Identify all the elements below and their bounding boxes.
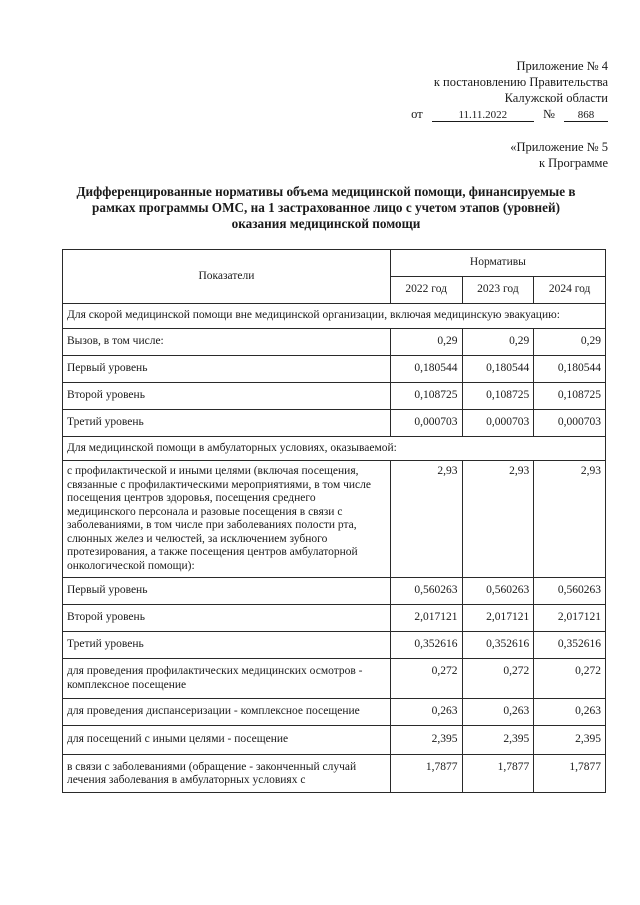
row-label: для проведения профилактических медицинских осмотров - комплексное посещение: [63, 659, 391, 699]
table-row: [63, 409, 606, 436]
value-cell: 0,000703: [462, 409, 534, 436]
row-label: Первый уровень: [63, 355, 391, 382]
value-cell: 0,272: [462, 659, 534, 699]
value-cell: 2,93: [390, 461, 462, 578]
region-name: Калужской области: [504, 91, 608, 105]
row-label: Третий уровень: [63, 632, 391, 659]
row-label: Первый уровень: [63, 578, 391, 605]
value-cell: 0,263: [390, 699, 462, 726]
row-label: для посещений с иными целями - посещение: [63, 725, 391, 754]
resolution-date: 11.11.2022: [432, 109, 534, 122]
value-cell: 0,180544: [390, 355, 462, 382]
table-row: [63, 382, 606, 409]
value-cell: 1,7877: [534, 754, 606, 792]
appendix-number: Приложение № 4: [516, 59, 608, 73]
value-cell: 2,395: [390, 725, 462, 754]
row-label: для проведения диспансеризации - комплексное посещение: [63, 699, 391, 726]
table-row: [63, 578, 606, 605]
section-row: [63, 304, 606, 329]
value-cell: 0,352616: [534, 632, 606, 659]
number-label: №: [542, 107, 555, 121]
value-cell: 0,352616: [462, 632, 534, 659]
value-cell: 0,29: [390, 328, 462, 355]
appendix-header: [411, 58, 608, 122]
resolution-number: 868: [564, 109, 608, 122]
value-cell: 2,017121: [534, 605, 606, 632]
value-cell: 0,000703: [534, 409, 606, 436]
value-cell: 0,560263: [534, 578, 606, 605]
row-label: в связи с заболеваниями (обращение - законченный случай лечения заболевания в амбулаторных условиях с: [63, 754, 391, 792]
value-cell: 2,93: [534, 461, 606, 578]
value-cell: 2,93: [462, 461, 534, 578]
program-ref: к Программе: [538, 156, 608, 170]
row-label: Третий уровень: [63, 409, 391, 436]
year-header: 2023 год: [462, 277, 534, 304]
col-norms-header: Нормативы: [390, 250, 605, 277]
value-cell: 0,272: [534, 659, 606, 699]
value-cell: 1,7877: [390, 754, 462, 792]
table-row: [63, 754, 606, 792]
value-cell: 2,395: [462, 725, 534, 754]
value-cell: 0,263: [534, 699, 606, 726]
table-row: [63, 328, 606, 355]
document-title: Дифференцированные нормативы объема медицинской помощи, финансируемые в рамках программы ОМС, на 1 застрахованное лицо с учетом этапов (уровней) оказания медицинской помощи: [76, 184, 576, 231]
norms-table: [62, 249, 606, 793]
value-cell: 2,017121: [462, 605, 534, 632]
value-cell: 1,7877: [462, 754, 534, 792]
value-cell: 0,560263: [390, 578, 462, 605]
table-row: [63, 725, 606, 754]
resolution-ref: к постановлению Правительства: [433, 75, 608, 89]
value-cell: 0,108725: [390, 382, 462, 409]
table-row: [63, 699, 606, 726]
table-row: [63, 632, 606, 659]
value-cell: 0,29: [534, 328, 606, 355]
date-number-row: [411, 106, 608, 122]
value-cell: 0,180544: [462, 355, 534, 382]
value-cell: 0,108725: [462, 382, 534, 409]
value-cell: 0,272: [390, 659, 462, 699]
row-label: с профилактической и иными целями (включая посещения, связанные с профилактическими мероприятиями, в том числе посещения центров здоровья, посещения среднего медицинского персонала и разовые посещения в связи с заболеваниями, в том числе при заболеваниях полости рта, слюнных желез и челюстей, за исключением зубного протезирования, а также посещения центров амбулаторной онкологической помощи):: [63, 461, 391, 578]
program-appendix-number: «Приложение № 5: [510, 140, 608, 154]
section-ambulance: Для скорой медицинской помощи вне медицинской организации, включая медицинскую эвакуацию:: [63, 304, 606, 329]
value-cell: 0,263: [462, 699, 534, 726]
value-cell: 0,108725: [534, 382, 606, 409]
from-label: от: [411, 107, 423, 121]
section-row: [63, 436, 606, 461]
table-row: [63, 355, 606, 382]
table-header-row: [63, 250, 606, 277]
row-label: Вызов, в том числе:: [63, 328, 391, 355]
row-label: Второй уровень: [63, 605, 391, 632]
table-row: [63, 461, 606, 578]
value-cell: 2,395: [534, 725, 606, 754]
value-cell: 2,017121: [390, 605, 462, 632]
year-header: 2022 год: [390, 277, 462, 304]
program-appendix-header: [510, 139, 608, 171]
value-cell: 0,352616: [390, 632, 462, 659]
value-cell: 0,29: [462, 328, 534, 355]
section-outpatient: Для медицинской помощи в амбулаторных условиях, оказываемой:: [63, 436, 606, 461]
value-cell: 0,000703: [390, 409, 462, 436]
value-cell: 0,180544: [534, 355, 606, 382]
table-row: [63, 605, 606, 632]
year-header: 2024 год: [534, 277, 606, 304]
col-indicators-header: Показатели: [63, 250, 391, 304]
table-row: [63, 659, 606, 699]
value-cell: 0,560263: [462, 578, 534, 605]
row-label: Второй уровень: [63, 382, 391, 409]
